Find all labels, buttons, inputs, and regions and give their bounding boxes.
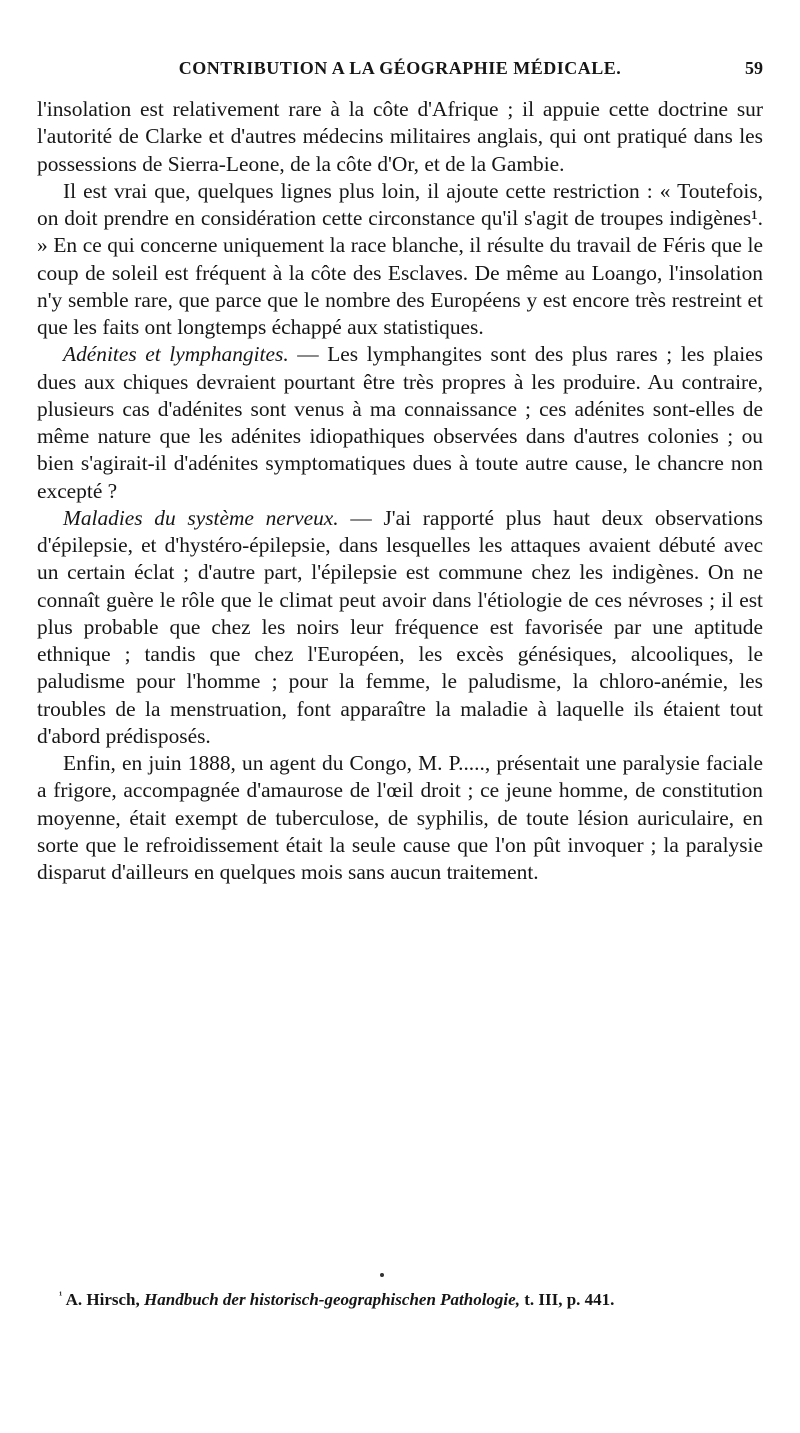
paragraph [37,341,763,505]
footnote-source: Handbuch der historisch-geographischen Pathologie, [144,1290,520,1309]
section-title: Maladies du système nerveux. [63,505,339,530]
footnote-separator [380,1273,384,1277]
running-head: CONTRIBUTION A LA GÉOGRAPHIE MÉDICALE. [178,58,622,78]
paragraph [37,178,763,342]
footnotes [37,1288,763,1311]
page-number: 59 [745,58,763,78]
footnote-author: A. Hirsch, [65,1290,140,1309]
section-title: Adénites et lymphangites. [63,342,289,367]
paragraph-text: Enfin, en juin 1888, un agent du Congo, M. P....., présentait une paralysie faciale a frigore, accompagnée d'amaurose de l'œil droit ; ce jeune homme, de constitution moyenne, était exempt de tuberculose, de syphilis, de toute lésion auriculaire, en sorte que le refroidissement était la seule cause que l'on pût invoquer ; la paralysie disparut d'ailleurs en quelques mois sans aucun traitement. [37,751,763,884]
paragraph [37,96,763,178]
footnote-ref: t. III, p. 441. [524,1290,615,1309]
paragraph-text: — Les lymphangites sont des plus rares ; les plaies dues aux chiques devraient pourtant être très propres à les produire. Au contraire, plusieurs cas d'adénites sont venus à ma connaissance ; ces adénites sont-elles de même nature que les adénites idiopathiques observées dans d'autres colonies ; ou bien s'agirait-il d'adénites symptomatiques dues à toute autre cause, le chancre non excepté ? [37,342,763,503]
paragraph-text: — J'ai rapporté plus haut deux observations d'épilepsie, et d'hystéro-épilepsie, dans lesquelles les attaques avaient débuté avec un certain éclat ; d'autre part, l'épilepsie est commune chez les indigènes. On ne connaît guère le rôle que le climat peut avoir dans l'étiologie de ces névroses ; il est plus probable que chez les noirs leur fréquence est favorisée par une aptitude ethnique ; tandis que chez l'Européen, les excès génésiques, alcooliques, le paludisme pour l'homme ; pour la femme, le paludisme, la chloro-anémie, les troubles de la menstruation, font apparaître la maladie à laquelle ils étaient tout d'abord prédisposés. [37,505,763,748]
body-text [37,96,763,886]
footnote-marker: ¹ [59,1289,63,1302]
page-header [37,58,763,88]
paragraph-text: l'insolation est relativement rare à la côte d'Afrique ; il appuie cette doctrine sur l'autorité de Clarke et d'autres médecins militaires anglais, qui ont pratiqué dans les possessions de Sierra-Leone, de la côte d'Or, et de la Gambie. [37,97,763,176]
footnote [37,1288,763,1311]
paragraph-text: Il est vrai que, quelques lignes plus loin, il ajoute cette restriction : « Toutefois, on doit prendre en considération cette circonstance qu'il s'agit de troupes indigènes¹. » En ce qui concerne uniquement la race blanche, il résulte du travail de Féris que le coup de soleil est fréquent à la côte des Esclaves. De même au Loango, l'insolation n'y semble rare, que parce que le nombre des Européens y est encore très restreint et que les faits ont longtemps échappé aux statistiques. [37,178,763,339]
paragraph [37,505,763,750]
paragraph [37,750,763,886]
